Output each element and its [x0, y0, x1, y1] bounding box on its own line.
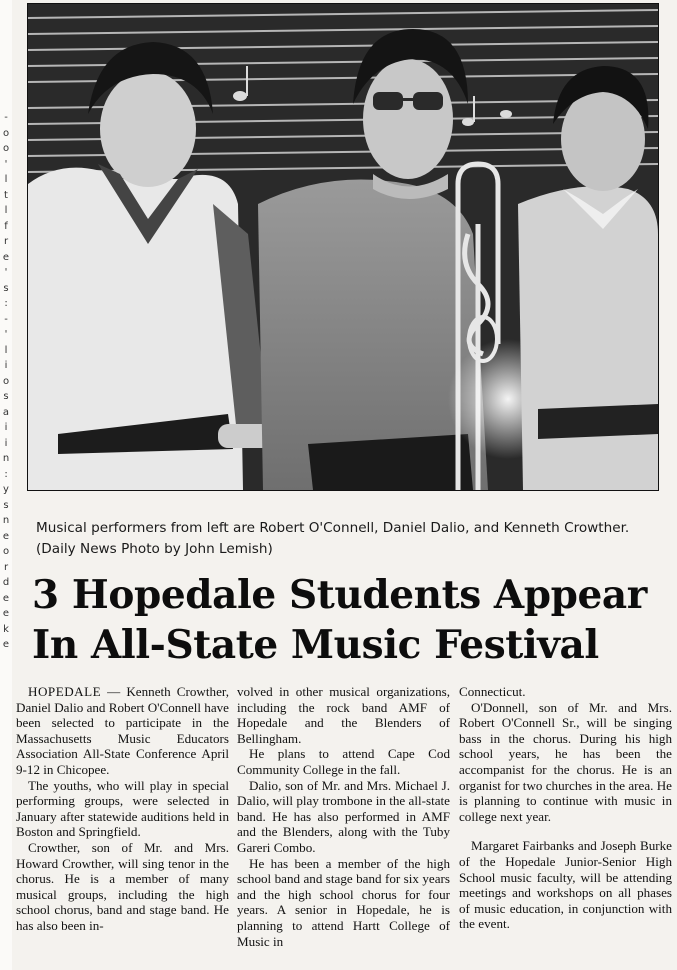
- article-paragraph: Margaret Fairbanks and Joseph Burke of the Hopedale Junior-Senior High School music faculty, will be attending meetings and workshops on all phases of music education, in conjunction with the event.: [459, 838, 672, 932]
- margin-char: r: [3, 561, 9, 573]
- dateline: HOPEDALE: [28, 684, 102, 699]
- margin-char: l: [4, 344, 8, 356]
- margin-char: e: [2, 530, 10, 542]
- margin-char: y: [3, 484, 9, 495]
- margin-char: o: [2, 127, 10, 139]
- margin-char: i: [4, 422, 8, 433]
- margin-char: s: [3, 391, 9, 402]
- margin-char: :: [4, 298, 8, 309]
- article-column-2: [237, 684, 450, 949]
- margin-char: -: [4, 112, 8, 123]
- margin-char: ': [4, 158, 8, 170]
- margin-char: s: [3, 282, 9, 294]
- headline-line-1: 3 Hopedale Students Appear: [32, 572, 647, 618]
- margin-char: n: [2, 515, 10, 526]
- article-paragraph: The youths, who will play in special performing groups, were selected in January after statewide auditions held in Boston and Springfield.: [16, 777, 229, 840]
- margin-char: ': [4, 267, 8, 278]
- article-paragraph: Connecticut.: [459, 684, 526, 699]
- article-paragraph: He has been a member of the high school band and stage band for six years and the high school chorus for four years. A senior in Hopedale, he is planning to attend Hartt College of Music in: [237, 855, 450, 949]
- margin-text-fragments: [0, 110, 12, 653]
- margin-char: i: [4, 437, 8, 449]
- margin-char: l: [4, 174, 8, 185]
- margin-char: e: [2, 251, 10, 263]
- margin-char: o: [2, 143, 10, 154]
- photo-caption: Musical performers from left are Robert O'Connell, Daniel Dalio, and Kenneth Crowther. (Daily News Photo by John Lemish): [36, 520, 630, 557]
- article-paragraph: Dalio, son of Mr. and Mrs. Michael J. Dalio, will play trombone in the all-state band. He has also performed in AMF and the Blenders, along with the Tuby Gareri Combo.: [237, 777, 450, 855]
- margin-char: r: [3, 236, 9, 247]
- margin-char: t: [4, 189, 8, 201]
- article-paragraph: O'Donnell, son of Mr. and Mrs. Robert O'Connell Sr., will be singing bass in the chorus. During his high school years, he has been the accompanist for the chorus. He is an organist for two churches in the area. He is planning to continue with music in college next year.: [459, 699, 672, 824]
- margin-char: l: [4, 205, 8, 216]
- headline-line-2: In All-State Music Festival: [32, 622, 599, 668]
- margin-char: ': [4, 329, 8, 340]
- margin-char: o: [2, 375, 10, 387]
- margin-char: e: [2, 592, 10, 604]
- article-paragraph: Crowther, son of Mr. and Mrs. Howard Crowther, will sing tenor in the chorus. He is a member of many musical groups, including the high school chorus, band and stage band. He has also been in-: [16, 839, 229, 933]
- article-paragraph: [16, 684, 229, 778]
- margin-char: i: [4, 360, 8, 371]
- article-paragraph: He plans to attend Cape Cod Community College in the fall.: [237, 746, 450, 777]
- margin-char: o: [2, 546, 10, 557]
- margin-char: e: [2, 608, 10, 619]
- margin-char: f: [4, 220, 8, 232]
- margin-char: k: [3, 623, 9, 635]
- lead-text: — Kenneth Crowther, Daniel Dalio and Robert O'Connell have been selected to participate in the Massachusetts Music Educators Association All-State Conference April 9-12 in Chicopee.: [16, 684, 229, 777]
- headline: [32, 570, 662, 670]
- margin-char: a: [2, 406, 10, 418]
- article-body: [16, 684, 672, 969]
- margin-char: s: [3, 499, 9, 511]
- margin-char: d: [2, 577, 10, 588]
- margin-char: e: [2, 639, 10, 650]
- article-paragraph: volved in other musical organizations, including the rock band AMF of Hopedale and the Blenders of Bellingham.: [237, 684, 450, 746]
- photo-illustration: [28, 4, 658, 490]
- margin-char: :: [4, 468, 8, 480]
- news-photo: [27, 3, 659, 491]
- article-column-3: [459, 684, 672, 932]
- article-column-1: [16, 684, 229, 934]
- margin-char: -: [4, 313, 8, 325]
- margin-char: n: [2, 453, 10, 464]
